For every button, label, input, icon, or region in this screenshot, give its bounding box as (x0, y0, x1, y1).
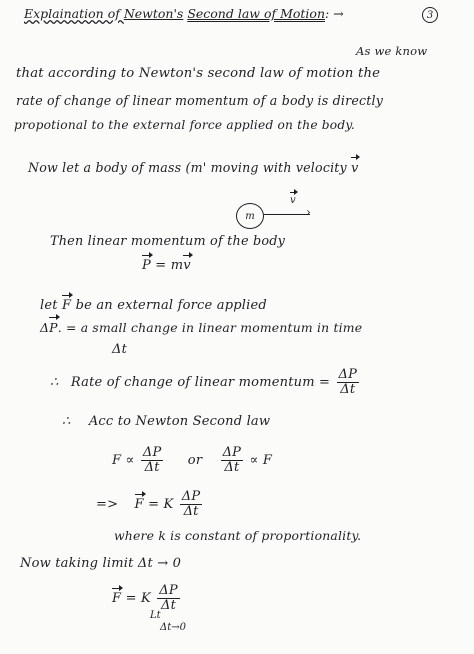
result-num: ΔP (181, 489, 201, 504)
limit-f: F (112, 591, 122, 606)
momentum-line: Then linear momentum of the body (50, 234, 286, 249)
limit-equation (112, 584, 182, 613)
prop-or: or (187, 453, 203, 468)
rate-line (50, 368, 361, 397)
momentum-eq-mass: = m (155, 258, 184, 273)
limit-den: Δt (161, 598, 177, 613)
newton-text: Acc to Newton Second law (88, 414, 271, 429)
rate-text: Rate of change of linear momentum = (70, 375, 331, 390)
force-applied-text: be an external force applied (75, 298, 267, 313)
result-f: F (134, 497, 144, 512)
setup-text: Now let a body of mass (m' moving with velocity (28, 160, 347, 175)
delta-p: P (49, 320, 58, 335)
title-arrow-icon: → (333, 6, 344, 21)
prop-num-1: ΔP (142, 445, 162, 460)
velocity-arrow-label (290, 195, 296, 206)
velocity-vector: v (351, 160, 359, 175)
prop-den-1: Δt (144, 460, 160, 475)
delta-symbol: Δ (40, 320, 50, 335)
velocity-arrow-line (264, 214, 310, 215)
therefore-symbol: ∴ (50, 375, 59, 390)
prop-lhs: F ∝ (112, 453, 135, 468)
rate-den: Δt (340, 382, 356, 397)
result-fraction (180, 490, 203, 519)
momentum-eq-v: v (183, 258, 191, 273)
limit-num: ΔP (159, 583, 178, 598)
intro-line-3: propotional to the external force applied on the body. (14, 118, 355, 132)
intro-line-2: rate of change of linear momentum of a body is directly (16, 93, 384, 108)
momentum-equation (142, 258, 191, 273)
force-line-2-text: . = a small change in linear momentum in time (57, 320, 363, 335)
page-title (24, 6, 344, 21)
velocity-arrow-label-text: v (290, 195, 296, 206)
limit-line: Now taking limit Δt → 0 (20, 556, 182, 571)
constant-line: where k is constant of proportionality. (114, 528, 362, 543)
title-word-explaination: Explaination of (24, 6, 124, 21)
force-let: let (40, 298, 58, 313)
setup-line (28, 160, 358, 175)
title-word-newtons: Newton's (123, 6, 184, 21)
result-line (96, 490, 204, 519)
title-second-law: Second law of Motion (187, 6, 325, 21)
limit-sub: Δt→0 (160, 622, 186, 633)
mass-circle (236, 203, 264, 229)
intro-line-1: that according to Newton's second law of motion the (16, 66, 381, 81)
proportional-line (112, 446, 272, 475)
title-colon: : (325, 6, 330, 21)
limit-fraction (157, 584, 180, 613)
page-number-text: 3 (426, 9, 434, 21)
force-line-3: Δt (112, 342, 128, 357)
result-den: Δt (183, 504, 199, 519)
rate-num: ΔP (338, 367, 358, 382)
force-line-1 (40, 298, 267, 313)
rate-fraction (337, 368, 360, 397)
implies-symbol: => (96, 497, 119, 512)
mass-label: m (245, 210, 255, 222)
prop-num-2: ΔP (222, 445, 242, 460)
limit-lt: Lt (150, 610, 161, 621)
newton-line (62, 414, 270, 429)
prop-fraction-1 (141, 446, 164, 475)
limit-eq: = K (125, 591, 151, 606)
intro-line-0: As we know (356, 44, 428, 58)
velocity-arrow-head-icon: › (306, 205, 311, 219)
force-f: F (62, 298, 72, 313)
result-eq: = K (148, 497, 174, 512)
page-number (422, 7, 438, 23)
prop-rhs: ∝ F (249, 453, 273, 468)
because-symbol: ∴ (62, 414, 71, 429)
prop-den-2: Δt (224, 460, 240, 475)
prop-fraction-2 (221, 446, 244, 475)
momentum-p: P (142, 258, 151, 273)
force-line-2 (40, 320, 362, 335)
